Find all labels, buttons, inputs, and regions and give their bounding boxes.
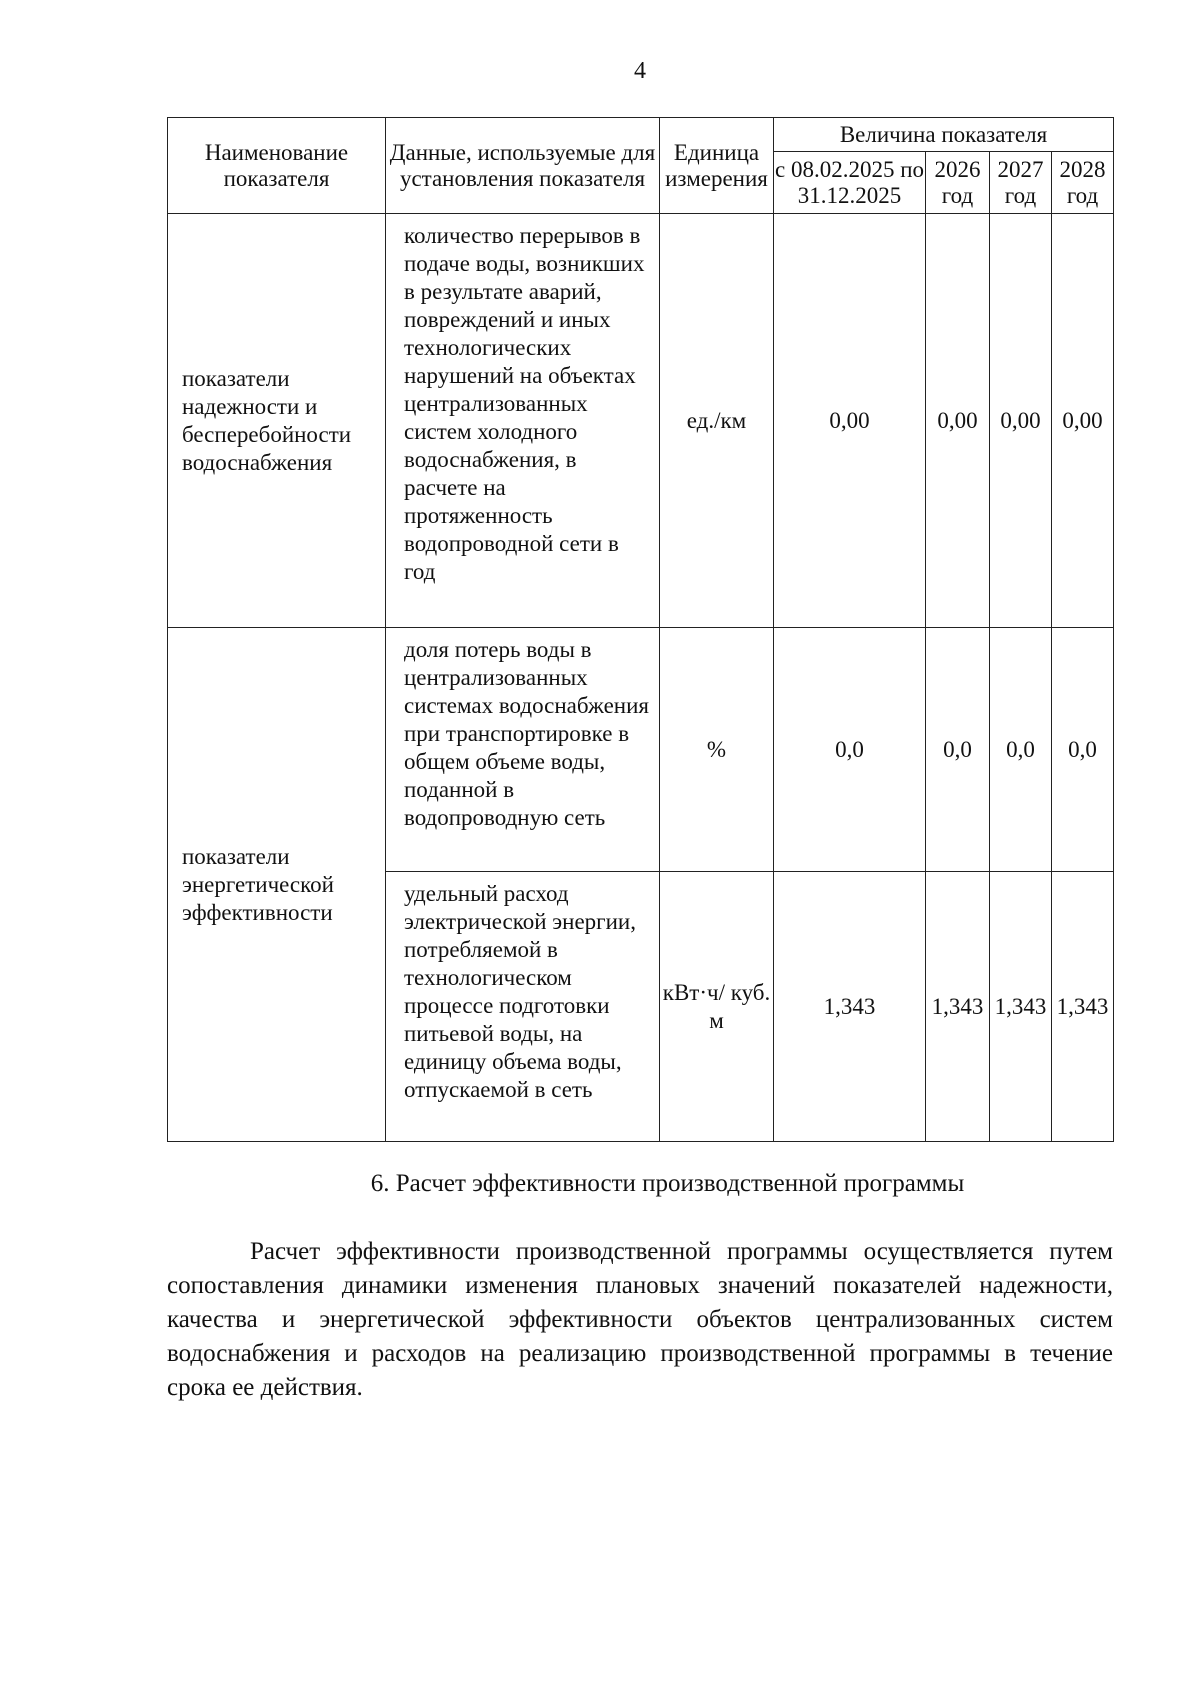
- header-year-2027: 2027 год: [990, 152, 1052, 214]
- row-value-2026: 1,343: [926, 872, 990, 1142]
- row-value-2025: 1,343: [774, 872, 926, 1142]
- table-header-row: [168, 118, 1114, 152]
- header-year-2026: 2026 год: [926, 152, 990, 214]
- row-unit: кВт·ч/ куб. м: [660, 872, 774, 1142]
- row-value-2025: 0,00: [774, 214, 926, 628]
- row-unit: %: [660, 628, 774, 872]
- row-indicator-name: показатели энергетической эффективности: [168, 628, 386, 1142]
- header-year-2028: 2028 год: [1052, 152, 1114, 214]
- header-unit: Единица измерения: [660, 118, 774, 214]
- table-row: [168, 628, 1114, 872]
- header-period-2025: с 08.02.2025 по 31.12.2025: [774, 152, 926, 214]
- row-unit: ед./км: [660, 214, 774, 628]
- table-row: [168, 214, 1114, 628]
- row-value-2026: 0,00: [926, 214, 990, 628]
- section-heading: 6. Расчет эффективности производственной программы: [370, 1170, 965, 1197]
- header-name: Наименование показателя: [168, 118, 386, 214]
- row-indicator-name: показатели надежности и бесперебойности водоснабжения: [168, 214, 386, 628]
- row-value-2028: 0,0: [1052, 628, 1114, 872]
- section-paragraph: Расчет эффективности производственной программы осуществляется путем сопоставления динамики изменения плановых значений показателей надежности, качества и энергетической эффективности объектов централизованных систем водоснабжения и расходов на реализацию производственной программы в течение срока ее действия.: [167, 1238, 1113, 1401]
- row-indicator-data: удельный расход электрической энергии, потребляемой в технологическом процессе подготовки питьевой воды, на единицу объема воды, отпускаемой в сеть: [386, 872, 660, 1142]
- row-value-2027: 0,0: [990, 628, 1052, 872]
- row-value-2028: 1,343: [1052, 872, 1114, 1142]
- row-value-2025: 0,0: [774, 628, 926, 872]
- row-indicator-data: доля потерь воды в централизованных системах водоснабжения при транспортировке в общем объеме воды, поданной в водопроводную сеть: [386, 628, 660, 872]
- header-data: Данные, используемые для установления показателя: [386, 118, 660, 214]
- header-value-group: Величина показателя: [774, 118, 1114, 152]
- row-value-2027: 1,343: [990, 872, 1052, 1142]
- row-value-2028: 0,00: [1052, 214, 1114, 628]
- row-value-2026: 0,0: [926, 628, 990, 872]
- row-indicator-data: количество перерывов в подаче воды, возникших в результате аварий, повреждений и иных технологических нарушений на объектах централизованных систем холодного водоснабжения, в расчете на протяженность водопроводной сети в год: [386, 214, 660, 628]
- row-value-2027: 0,00: [990, 214, 1052, 628]
- indicators-table: [167, 117, 1114, 1142]
- page-number: 4: [634, 58, 646, 84]
